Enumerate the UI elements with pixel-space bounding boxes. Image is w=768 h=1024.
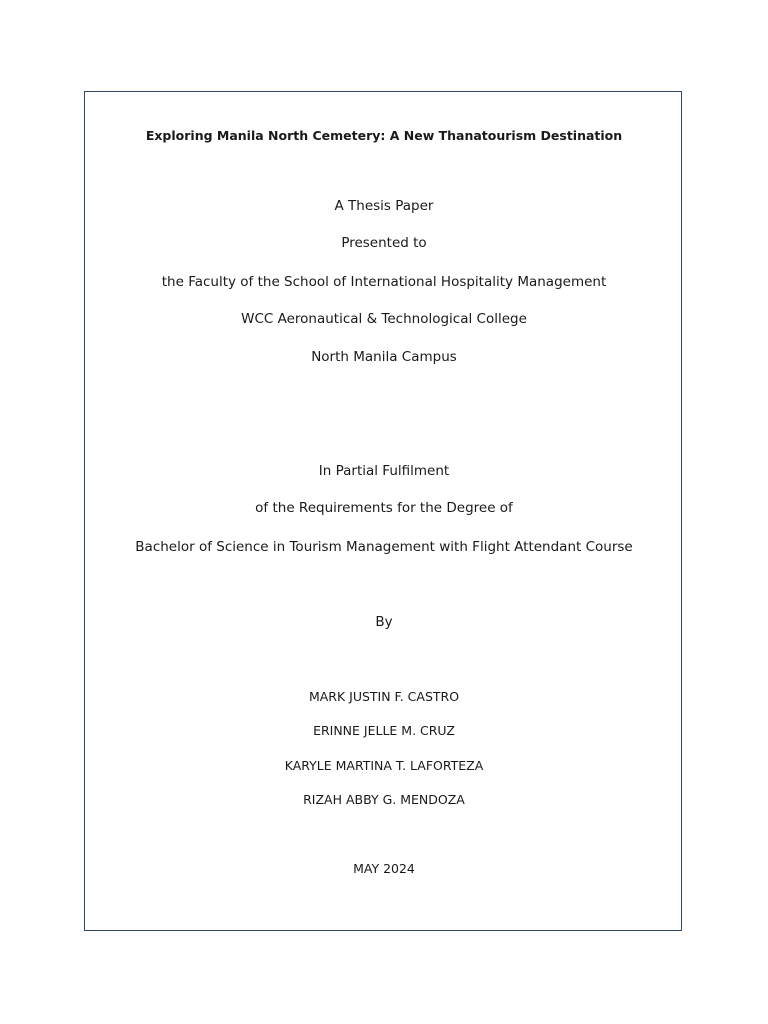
college-name: WCC Aeronautical & Technological College [241,311,527,327]
fulfilment-line: In Partial Fulfilment [318,463,450,479]
faculty-line: the Faculty of the School of International Hospitality Management [161,274,607,290]
author-name: KARYLE MARTINA T. LAFORTEZA [284,758,484,773]
thesis-paper-label: A Thesis Paper [334,198,434,214]
degree-name: Bachelor of Science in Tourism Management with Flight Attendant Course [135,539,633,555]
thesis-title: Exploring Manila North Cemetery: A New Thanatourism Destination [145,128,623,143]
presented-to-label: Presented to [341,235,427,251]
submission-date: MAY 2024 [353,861,415,876]
campus-name: North Manila Campus [311,349,457,365]
author-name: RIZAH ABBY G. MENDOZA [303,792,465,807]
author-name: ERINNE JELLE M. CRUZ [313,723,455,738]
requirements-line: of the Requirements for the Degree of [255,500,513,516]
by-label: By [375,614,393,630]
author-name: MARK JUSTIN F. CASTRO [308,689,460,704]
